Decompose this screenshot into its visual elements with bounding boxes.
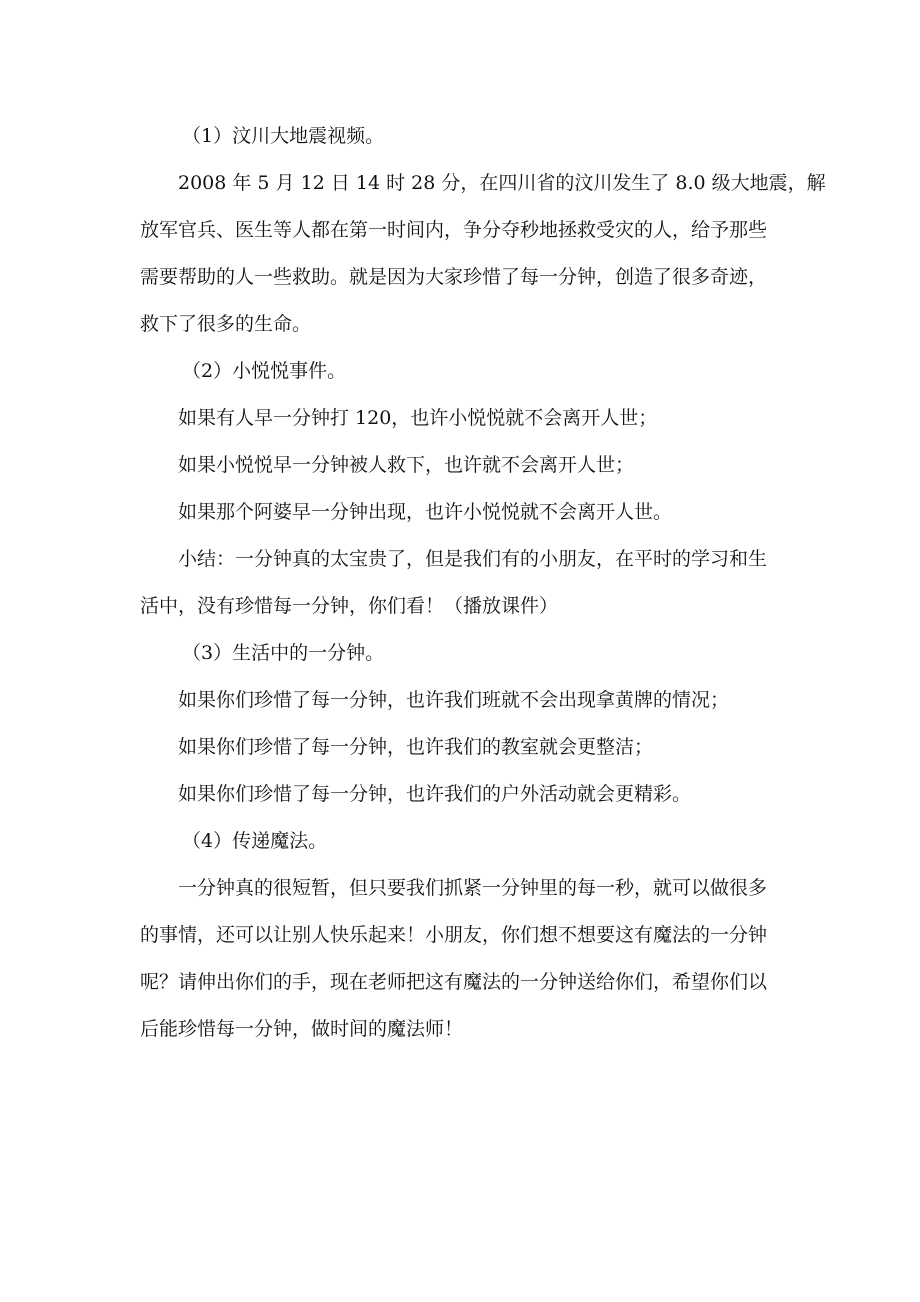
- paragraph-line: 如果你们珍惜了每一分钟，也许我们班就不会出现拿黄牌的情况；: [178, 689, 730, 711]
- paragraph-line: 小结：一分钟真的太宝贵了，但是我们有的小朋友，在平时的学习和生: [178, 548, 768, 570]
- paragraph-line: 如果你们珍惜了每一分钟，也许我们的户外活动就会更精彩。: [178, 783, 692, 805]
- paragraph-line: 活中，没有珍惜每一分钟，你们看！（播放课件）: [140, 595, 559, 617]
- paragraph-line: 的事情，还可以让别人快乐起来！小朋友，你们想不想要这有魔法的一分钟: [140, 924, 768, 946]
- section-heading-3: （3）生活中的一分钟。: [182, 642, 385, 664]
- paragraph-line: 如果有人早一分钟打 120，也许小悦悦就不会离开人世；: [178, 407, 658, 429]
- paragraph-line: 需要帮助的人一些救助。就是因为大家珍惜了每一分钟，创造了很多奇迹，: [140, 266, 768, 288]
- paragraph-line: 放军官兵、医生等人都在第一时间内，争分夺秒地拯救受灾的人，给予那些: [140, 219, 768, 241]
- section-heading-4: （4）传递魔法。: [182, 830, 328, 852]
- paragraph-line: 2008 年 5 月 12 日 14 时 28 分，在四川省的汶川发生了 8.0 级大地震，解: [178, 172, 826, 194]
- section-heading-1: （1）汶川大地震视频。: [182, 125, 385, 147]
- section-heading-2: （2）小悦悦事件。: [182, 360, 347, 382]
- paragraph-line: 如果那个阿婆早一分钟出现，也许小悦悦就不会离开人世。: [178, 501, 673, 523]
- paragraph-line: 如果小悦悦早一分钟被人救下，也许就不会离开人世；: [178, 454, 635, 476]
- paragraph-line: 后能珍惜每一分钟，做时间的魔法师！: [140, 1018, 464, 1040]
- paragraph-line: 如果你们珍惜了每一分钟，也许我们的教室就会更整洁；: [178, 736, 654, 758]
- paragraph-line: 救下了很多的生命。: [140, 313, 312, 335]
- paragraph-line: 一分钟真的很短暂，但只要我们抓紧一分钟里的每一秒，就可以做很多: [178, 877, 768, 899]
- document-body: [140, 113, 826, 1053]
- paragraph-line: 呢？请伸出你们的手，现在老师把这有魔法的一分钟送给你们，希望你们以: [140, 971, 768, 993]
